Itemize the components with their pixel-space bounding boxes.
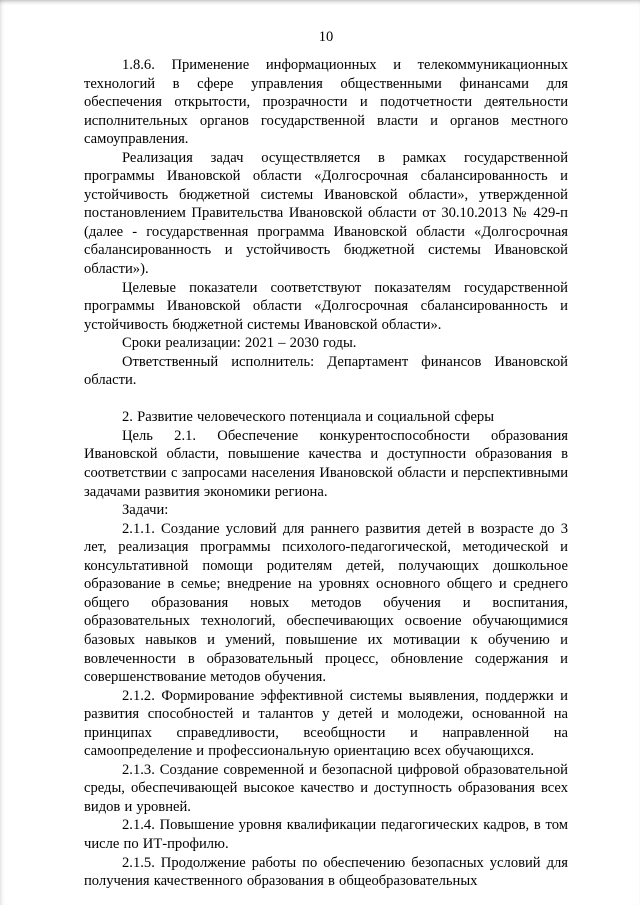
section-heading-2: 2. Развитие человеческого потенциала и социальной сферы [122, 409, 495, 426]
paragraph-2-1-1: 2.1.1. Создание условий для раннего развития детей в возрасте до 3 лет, реализация программы психолого-педагогической, методической и консультативной помощи родителям детей, получающих дошкольное образование в семье; внедрение на уровнях основного общего и среднего общего образования новых методов обучения и воспитания, образовательных технологий, обеспечивающих освоение обучающимися базовых навыков и умений, повышение их мотивации к обучению и вовлеченности в образовательный процесс, обновление содержания и совершенствование методов обучения. [84, 520, 568, 686]
paragraph-2-1-3: 2.1.3. Создание современной и безопасной цифровой образовательной среды, обеспечивающей высокое качество и доступность образования всех видов и уровней. [84, 761, 568, 815]
paragraph-implementation-period: Сроки реализации: 2021 – 2030 годы. [122, 335, 357, 352]
paragraph-2-1-5: 2.1.5. Продолжение работы по обеспечению безопасных условий для получения качественного образования в общеобразовательных [84, 854, 568, 890]
paragraph-1-8-6: 1.8.6. Применение информационных и телекоммуникационных технологий в сфере управления общественными финансами для обеспечения открытости, прозрачности и подотчетности деятельности исполнительных органов государственной власти и органов местного самоуправления. [84, 57, 568, 148]
paragraph-2-1-2: 2.1.2. Формирование эффективной системы выявления, поддержки и развития способностей и талантов у детей и молодежи, основанной на принципах справедливости, всеобщности и направленной на самоопределение и профессиональную ориентацию всех обучающихся. [84, 687, 568, 760]
paragraph-tasks-label: Задачи: [122, 502, 169, 519]
paragraph-2-1-4: 2.1.4. Повышение уровня квалификации педагогических кадров, в том числе по ИТ-профилю. [84, 817, 568, 852]
page-number: 10 [318, 29, 334, 45]
paragraph-program-realization: Реализация задач осуществляется в рамках государственной программы Ивановской области «Долгосрочная сбалансированность и устойчивость бюджетной системы Ивановской области», утвержденной постановлением Правительства Ивановской области от 30.10.2013 № 429-п (далее - государственная программа Ивановской области «Долгосрочная сбалансированность и устойчивость бюджетной системы Ивановской области»). [84, 149, 568, 278]
paragraph-goal-2-1: Цель 2.1. Обеспечение конкурентоспособности образования Ивановской области, повышение качества и доступности образования в соответствии с запросами населения Ивановской области и перспективными задачами развития экономики региона. [84, 427, 568, 500]
paragraph-target-indicators: Целевые показатели соответствуют показателям государственной программы Ивановской области «Долгосрочная сбалансированность и устойчивость бюджетной системы Ивановской области». [84, 279, 568, 333]
paragraph-responsible-executor: Ответственный исполнитель: Департамент финансов Ивановской области. [84, 353, 568, 389]
